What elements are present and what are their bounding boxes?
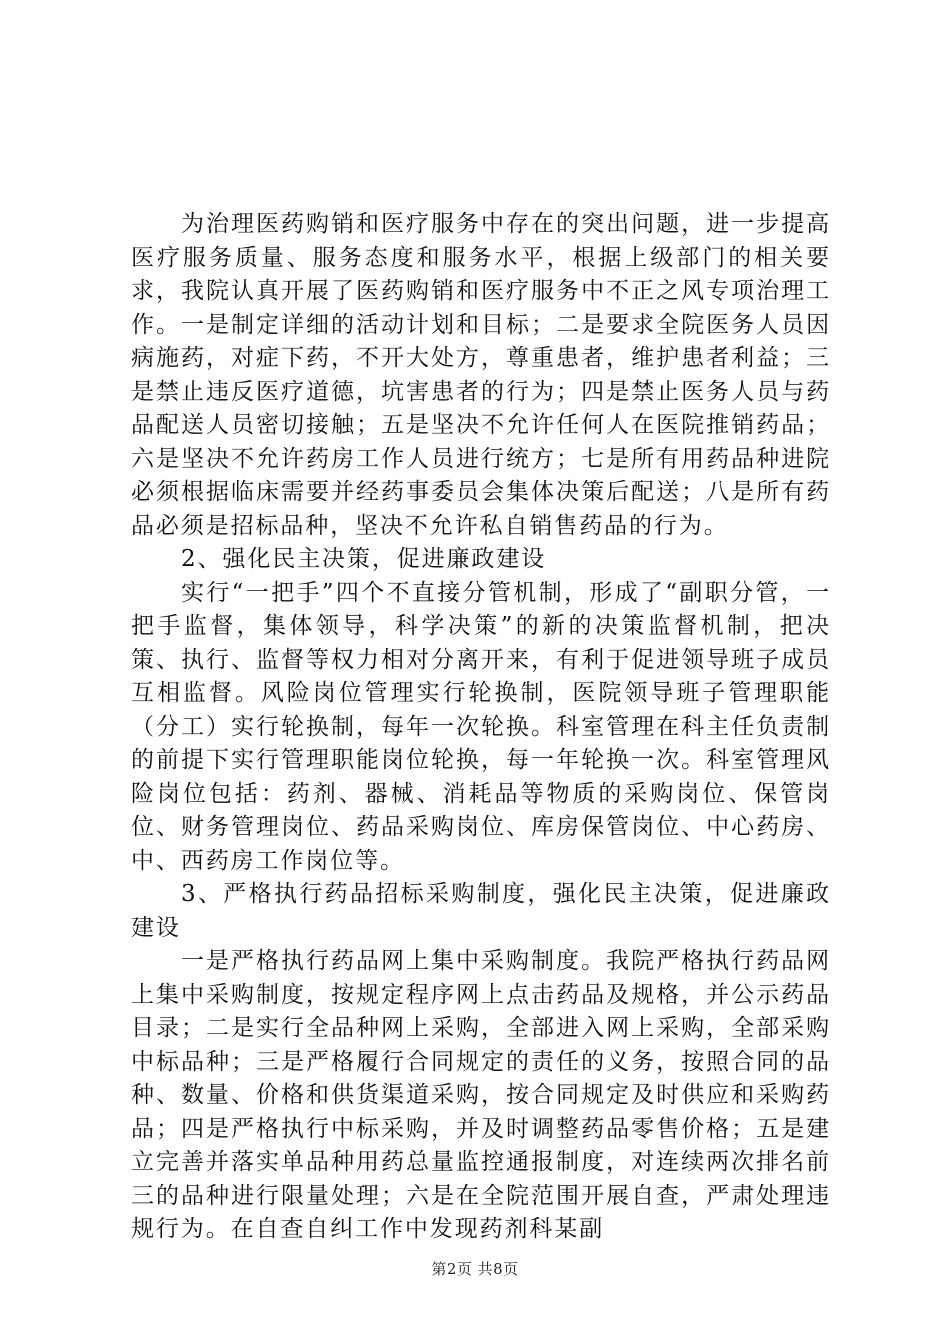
page-number-footer: 第2页 共8页 [431,1260,519,1278]
paragraph-anti-corruption-measures: 为治理医药购销和医疗服务中存在的突出问题，进一步提高医疗服务质量、服务态度和服务水平，根据上级部门的相关要求，我院认真开展了医药购销和医疗服务中不正之风专项治理工作。一是制定详细的活动计划和目标；二是要求全院医务人员因病施药，对症下药，不开大处方，尊重患者，维护患者利益；三是禁止违反医疗道德，坑害患者的行为；四是禁止医务人员与药品配送人员密切接触；五是坚决不允许任何人在医院推销药品；六是坚决不允许药房工作人员进行统方；七是所有用药品种进院必须根据临床需要并经药事委员会集体决策后配送；八是所有药品必须是招标品种，坚决不允许私自销售药品的行为。 [131,211,831,539]
section-heading-drug-procurement: 3、严格执行药品招标采购制度，强化民主决策，促进廉政建设 [131,881,831,941]
document-body [131,208,831,1247]
paragraph-decision-supervision: 实行“一把手”四个不直接分管机制，形成了“副职分管，一把手监督，集体领导，科学决策”的新的决策监督机制，把决策、执行、监督等权力相对分离开来，有利于促进领导班子成员互相监督。风险岗位管理实行轮换制，医院领导班子管理职能（分工）实行轮换制，每年一次轮换。科室管理在科主任负责制的前提下实行管理职能岗位轮换，每一年轮换一次。科室管理风险岗位包括：药剂、器械、消耗品等物质的采购岗位、保管岗位、财务管理岗位、药品采购岗位、库房保管岗位、中心药房、中、西药房工作岗位等。 [131,579,831,874]
paragraph-procurement-measures: 一是严格执行药品网上集中采购制度。我院严格执行药品网上集中采购制度，按规定程序网上点击药品及规格，并公示药品目录；二是实行全品种网上采购，全部进入网上采购，全部采购中标品种；三是严格履行合同规定的责任的义务，按照合同的品种、数量、价格和供货渠道采购，按合同规定及时供应和采购药品；四是严格执行中标采购，并及时调整药品零售价格；五是建立完善并落实单品种用药总量监控通报制度，对连续两次排名前三的品种进行限量处理；六是在全院范围开展自查，严肃处理违规行为。在自查自纠工作中发现药剂科某副 [131,948,831,1242]
section-heading-democratic-decision: 2、强化民主决策，促进廉政建设 [181,546,547,572]
